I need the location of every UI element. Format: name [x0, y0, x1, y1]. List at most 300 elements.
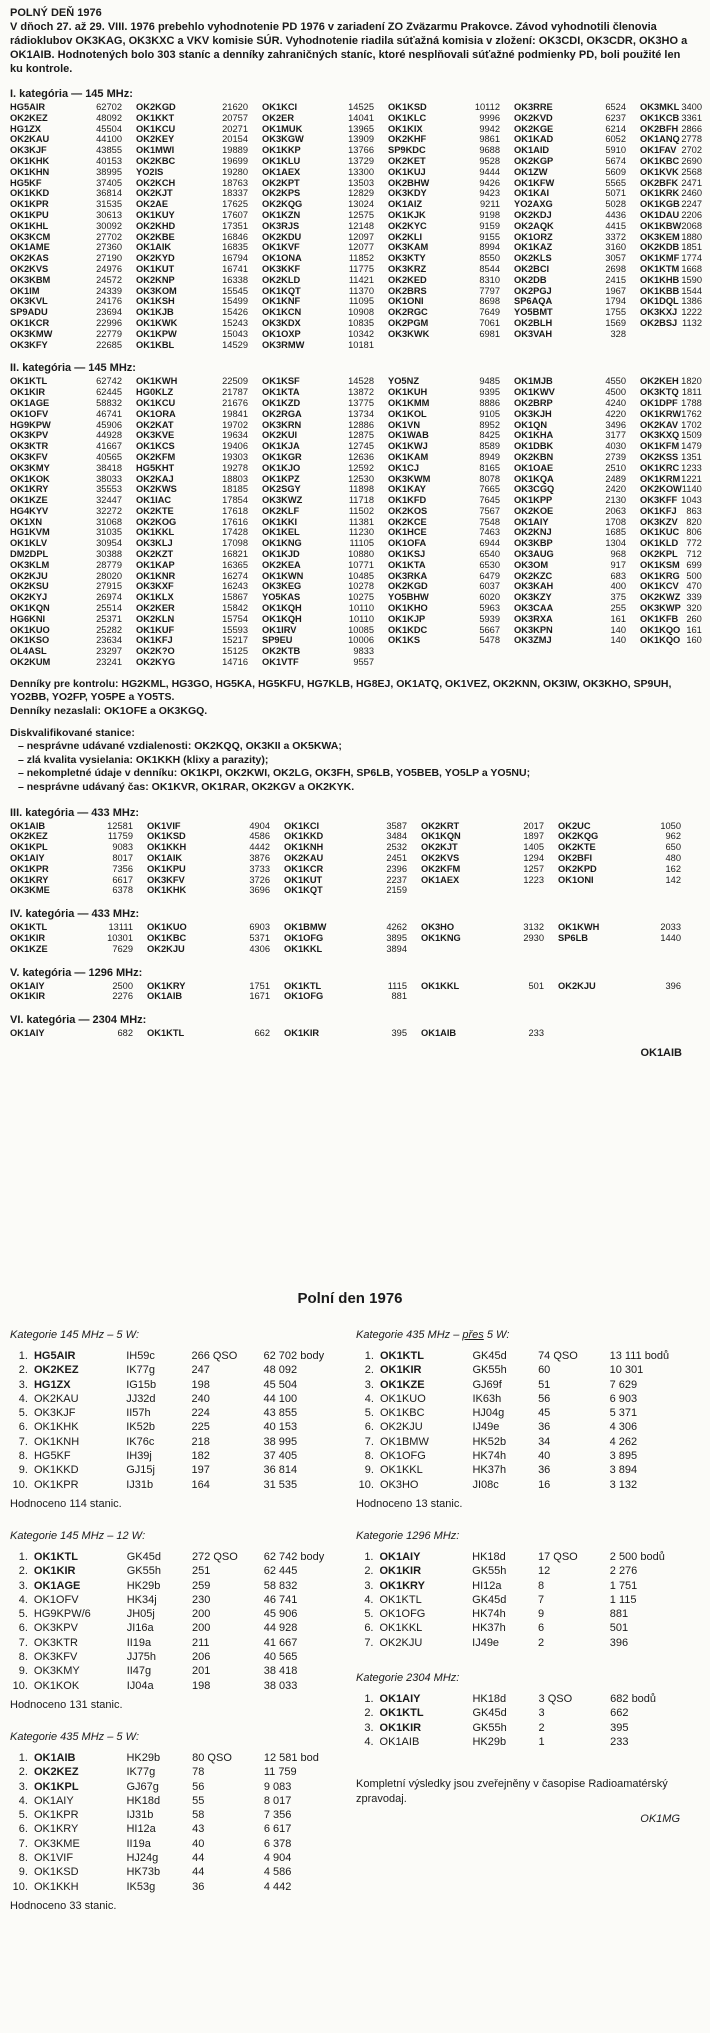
station-call: OK2BFH	[640, 123, 679, 134]
station-points	[702, 340, 710, 351]
station-entry	[262, 178, 382, 189]
station-points: 1774	[681, 253, 703, 264]
station-call: OK3MKL	[640, 102, 680, 112]
station-call: OK2KPS	[262, 188, 301, 199]
points: 9 083	[263, 1780, 292, 1793]
categories-145	[10, 88, 703, 668]
rank: 1.	[364, 1550, 374, 1563]
station-entry	[514, 275, 634, 286]
station-call: OK1KKD	[10, 188, 50, 199]
station-points: 14529	[222, 339, 248, 350]
station-call: OK1KSO	[10, 635, 50, 646]
station-points	[544, 991, 552, 1002]
station-points: 62742	[96, 376, 122, 387]
station-points: 13909	[348, 134, 374, 145]
station-points: 24572	[96, 274, 122, 285]
station-points	[702, 329, 710, 340]
station-entry	[640, 296, 710, 307]
station-call: OK1KTL	[379, 1707, 424, 1720]
station-entry	[262, 242, 382, 253]
station-points: 662	[254, 1028, 270, 1039]
station-entry	[388, 275, 508, 286]
station-call: OK1KSD	[388, 102, 427, 112]
station-call: OK1KSM	[640, 559, 680, 570]
station-points: 24339	[96, 285, 122, 296]
station-points: 15593	[222, 624, 248, 635]
station-call: OK2AQK	[514, 220, 554, 231]
station-points: 13775	[348, 397, 374, 408]
station-call: OK1KIR	[379, 1364, 422, 1377]
station-entry	[10, 821, 141, 832]
station-points: 9444	[479, 166, 500, 177]
station-call: OK3KBM	[10, 274, 51, 285]
station-points: 15426	[222, 307, 248, 318]
station-points: 3733	[249, 863, 270, 874]
station-call: OK3KCM	[10, 231, 51, 242]
station-call: OK1KQN	[10, 603, 50, 614]
qso-count: 251	[191, 1565, 211, 1578]
station-points: 4030	[605, 441, 626, 452]
locator: II19a	[126, 1837, 151, 1850]
table-row	[356, 1406, 690, 1420]
station-call: OK1KUH	[388, 387, 428, 398]
station-call: OK2KLF	[262, 505, 300, 516]
station-entry	[147, 1028, 278, 1039]
qso-count: 200	[191, 1622, 211, 1635]
station-call: OK3KFV	[33, 1651, 78, 1664]
station-points: 5478	[479, 635, 500, 646]
station-call: HG9KPW/6	[33, 1608, 91, 1621]
station-call: OK1IRV	[262, 624, 297, 635]
disq-item: – nesprávne udávaný čas: OK1KVR, OK1RAR, OK2KGV a OK2KYK.	[18, 781, 355, 793]
station-points: 4442	[249, 842, 270, 853]
station-points: 27360	[96, 242, 122, 253]
table-row	[10, 1679, 344, 1693]
station-entry	[388, 635, 508, 646]
station-points: 3876	[249, 852, 270, 863]
station-call: OK2AE	[136, 199, 169, 210]
station-points: 12077	[348, 242, 374, 253]
station-entry	[10, 657, 130, 668]
rank: 5.	[364, 1407, 374, 1420]
station-points: 2396	[386, 863, 407, 874]
station-points: 15867	[222, 592, 248, 603]
rank: 9.	[18, 1464, 28, 1477]
station-entry	[262, 592, 382, 603]
station-points: 1050	[660, 820, 681, 831]
station-entry	[640, 232, 710, 243]
station-entry	[388, 625, 508, 636]
station-call: OK2KGE	[514, 123, 554, 134]
station-points: 4262	[386, 922, 407, 933]
station-call: HG5KF	[33, 1450, 71, 1463]
rank: 5.	[364, 1608, 374, 1621]
station-points: 2130	[605, 495, 626, 506]
station-points: 683	[610, 570, 626, 581]
station-points: 45906	[96, 419, 122, 430]
station-points: 3587	[386, 820, 407, 831]
station-call: OK2KLS	[514, 253, 552, 264]
table-row	[356, 1363, 690, 1377]
qso-count: 43	[192, 1823, 205, 1836]
station-points: 30388	[96, 549, 122, 560]
station-call: OK1KJP	[388, 613, 426, 624]
station-entry	[136, 134, 256, 145]
station-call: OK1KPL	[10, 842, 48, 853]
points: 44 100	[263, 1392, 298, 1405]
station-entry	[10, 981, 141, 992]
station-call: OK1KUO	[10, 624, 50, 635]
czech-results	[10, 1290, 690, 1912]
station-entry	[10, 635, 130, 646]
station-entry	[514, 430, 634, 441]
station-points: 863	[686, 505, 702, 516]
locator: GK55h	[472, 1364, 507, 1377]
locator: IK76c	[126, 1435, 155, 1448]
station-entry	[284, 981, 415, 992]
station-entry	[388, 495, 508, 506]
station-call: OK2KUI	[262, 430, 298, 441]
station-points: 1351	[681, 451, 702, 462]
points: 36 814	[263, 1464, 298, 1477]
station-points: 23694	[96, 307, 122, 318]
station-entry	[388, 253, 508, 264]
station-call: OK1KUF	[136, 624, 175, 635]
station-entry	[514, 560, 634, 571]
qso-count: 1	[538, 1735, 545, 1748]
station-points: 12592	[348, 462, 374, 473]
station-call: OK1KS	[388, 635, 421, 646]
station-call: OK1OAE	[514, 462, 554, 473]
station-entry	[136, 221, 256, 232]
locator: HK37h	[472, 1464, 507, 1477]
station-call: OK2KER	[136, 603, 175, 614]
qso-count: 206	[191, 1651, 211, 1664]
station-entry	[136, 506, 256, 517]
qso-count: 259	[191, 1579, 211, 1592]
station-call: OK3KWZ	[262, 495, 303, 506]
station-points: 5371	[249, 932, 270, 943]
station-points: 3895	[386, 932, 407, 943]
station-points: 4240	[605, 397, 626, 408]
category-grid	[10, 1028, 690, 1039]
station-points	[681, 944, 689, 955]
category-title: VI. kategória — 2304 MHz:	[10, 1014, 147, 1027]
station-points: 12745	[348, 441, 374, 452]
locator: HK29b	[126, 1579, 161, 1592]
station-points: 5071	[605, 188, 626, 199]
station-points: 18803	[222, 473, 248, 484]
station-entry	[514, 506, 634, 517]
station-points: 470	[686, 581, 702, 592]
station-entry	[136, 232, 256, 243]
station-entry	[514, 188, 634, 199]
station-call: OK1KHA	[514, 430, 554, 441]
qso-count: 2	[538, 1721, 545, 1734]
station-points: 1223	[523, 874, 544, 885]
qso-count: 266 QSO	[191, 1350, 238, 1362]
station-points: 1794	[605, 296, 626, 307]
station-entry	[388, 307, 508, 318]
station-entry	[136, 275, 256, 286]
station-call: OK2KZT	[136, 549, 174, 560]
station-call: OK1KRM	[640, 473, 681, 484]
station-call: OK2KZC	[514, 570, 553, 581]
station-points: 3372	[605, 231, 626, 242]
station-call: OK1KAM	[388, 451, 429, 462]
locator: GK55h	[472, 1721, 507, 1734]
station-call: HG5KHT	[136, 462, 175, 473]
station-call: OK1KQH	[262, 613, 302, 624]
station-call: OK2PGM	[388, 317, 429, 328]
result-title: Kategorie 2304 MHz:	[356, 1672, 460, 1685]
station-points: 881	[391, 991, 407, 1002]
points: 1 115	[609, 1593, 637, 1606]
station-call: OL4ASL	[10, 646, 47, 657]
station-points: 36814	[96, 188, 122, 199]
rank: 3.	[18, 1378, 28, 1391]
station-entry	[10, 944, 141, 955]
station-call: OK1KQT	[284, 885, 323, 896]
station-entry	[640, 188, 710, 199]
station-points: 7629	[112, 943, 133, 954]
station-points: 2500	[112, 980, 133, 991]
station-call: OK2KHD	[136, 220, 176, 231]
locator: GK45d	[472, 1593, 507, 1606]
points: 38 033	[263, 1679, 298, 1692]
station-points: 5028	[605, 199, 626, 210]
station-call: OK2KEZ	[33, 1766, 79, 1779]
station-call: OK3KXF	[136, 581, 174, 592]
station-points: 1115	[387, 980, 407, 991]
station-entry	[147, 991, 278, 1002]
station-call: OK1WAB	[388, 430, 429, 441]
table-row	[10, 1751, 344, 1765]
station-entry	[10, 199, 130, 210]
locator: GJ69f	[472, 1378, 502, 1391]
station-entry	[514, 625, 634, 636]
station-points: 13766	[348, 145, 374, 156]
station-entry	[262, 134, 382, 145]
station-call: OK2SGY	[262, 484, 301, 495]
station-points: 7665	[479, 484, 500, 495]
station-call: OK2KCH	[136, 177, 176, 188]
table-row	[10, 1378, 344, 1392]
station-entry	[136, 145, 256, 156]
station-points: 6540	[479, 549, 500, 560]
station-entry	[136, 430, 256, 441]
station-points: 5939	[479, 613, 500, 624]
station-points: 400	[610, 581, 626, 592]
station-points: 2930	[523, 932, 544, 943]
categories-uhf	[10, 807, 690, 1039]
station-entry	[262, 527, 382, 538]
station-call: OK2KLI	[388, 231, 423, 242]
rated-count: Hodnoceno 131 stanic.	[10, 1698, 123, 1711]
station-entry	[514, 527, 634, 538]
station-points: 2489	[605, 473, 626, 484]
station-points: 8017	[112, 852, 133, 863]
station-points: 255	[610, 603, 626, 614]
station-points: 25514	[96, 603, 122, 614]
station-points: 16741	[222, 263, 248, 274]
station-points: 9485	[479, 376, 500, 387]
station-entry	[514, 484, 634, 495]
station-entry	[262, 657, 382, 668]
station-entry	[640, 221, 710, 232]
signature-ok1mg: OK1MG	[640, 1813, 680, 1826]
table-row	[356, 1721, 690, 1735]
qso-count: 36	[538, 1421, 551, 1434]
station-entry	[10, 991, 141, 1002]
points: 396	[609, 1636, 629, 1649]
station-entry	[136, 495, 256, 506]
station-call: OK1FAV	[640, 145, 677, 156]
station-entry	[514, 441, 634, 452]
station-points: 1851	[681, 242, 703, 253]
result-title: Kategorie 1296 MHz:	[356, 1529, 460, 1542]
station-points: 10771	[348, 559, 374, 570]
station-entry	[136, 387, 256, 398]
locator: HI12a	[472, 1579, 502, 1592]
rank: 8.	[18, 1651, 28, 1664]
station-call: OK1IM	[10, 285, 40, 296]
station-points: 6378	[112, 885, 133, 896]
station-call: OK1KBL	[136, 339, 175, 350]
station-entry	[421, 944, 552, 955]
station-call: OK3KBP	[514, 538, 553, 549]
station-call: OK1KTA	[262, 387, 300, 398]
station-points: 7463	[479, 527, 500, 538]
station-call: OK1KLU	[262, 155, 301, 166]
station-entry	[10, 495, 130, 506]
station-call: OK3AUG	[514, 549, 554, 560]
station-points: 12148	[348, 220, 374, 231]
station-entry	[640, 571, 710, 582]
qso-count: 198	[191, 1378, 210, 1391]
station-entry	[421, 885, 552, 896]
station-points: 18185	[222, 484, 248, 495]
station-entry	[514, 387, 634, 398]
table-row	[10, 1664, 344, 1678]
station-call: HG5AIR	[10, 102, 46, 112]
station-points: 12636	[348, 451, 374, 462]
station-entry	[10, 885, 141, 896]
qso-count: 36	[192, 1880, 205, 1893]
station-points: 501	[528, 980, 544, 991]
points: 5 371	[609, 1407, 638, 1420]
station-call: OK1KGR	[262, 451, 302, 462]
station-entry	[558, 933, 689, 944]
result-table	[10, 1349, 344, 1492]
station-call: OK2DB	[514, 274, 547, 285]
station-entry	[262, 581, 382, 592]
rank: 10.	[358, 1478, 374, 1491]
station-call: YO5KAS	[262, 592, 301, 603]
station-call: OK1KDC	[388, 624, 428, 635]
station-entry	[388, 178, 508, 189]
final-note: Kompletní výsledky jsou zveřejněny v časopise Radioamatérský zpravodaj.	[356, 1778, 668, 1806]
station-entry	[136, 199, 256, 210]
station-call: OK1KTA	[388, 559, 426, 570]
rated-count: Hodnoceno 114 stanic.	[10, 1497, 122, 1510]
report-title: POLNÝ DEŇ 1976	[10, 7, 102, 19]
station-call: OK2KNP	[136, 274, 175, 285]
station-points: 682	[117, 1028, 133, 1039]
qso-count: 44	[192, 1852, 205, 1865]
points: 3 132	[609, 1478, 638, 1491]
station-call: OK3KKF	[262, 263, 301, 274]
station-points: 30613	[96, 209, 122, 220]
station-entry	[388, 581, 508, 592]
station-points: 15545	[222, 285, 248, 296]
station-call: OK2KYD	[136, 253, 175, 264]
station-call: OK1KRC	[640, 462, 680, 473]
station-entry	[388, 506, 508, 517]
station-points: 6903	[249, 922, 270, 933]
station-entry	[147, 922, 278, 933]
station-call: OK1KBC	[147, 932, 187, 943]
station-points: 8544	[479, 263, 500, 274]
station-points: 28779	[96, 559, 122, 570]
station-entry	[388, 296, 508, 307]
station-call: OK1AGE	[10, 397, 50, 408]
results-title: Polní den 1976	[297, 1290, 403, 1307]
station-points: 11370	[348, 285, 374, 296]
station-call: OK1HCE	[388, 527, 427, 538]
report-page	[10, 6, 703, 1912]
station-entry	[10, 232, 130, 243]
station-entry	[640, 242, 710, 253]
station-entry	[388, 167, 508, 178]
station-entry	[262, 420, 382, 431]
station-call: OK2KAJ	[136, 473, 174, 484]
table-row	[10, 1865, 344, 1879]
station-entry	[514, 156, 634, 167]
station-points: 7567	[479, 505, 500, 516]
station-call: OK2KRT	[421, 820, 460, 831]
station-call: OK1KRY	[379, 1579, 425, 1592]
qso-count: 6	[537, 1622, 545, 1635]
station-points: 22996	[96, 317, 122, 328]
qso-count: 80 QSO	[192, 1751, 232, 1764]
station-call: OK1OFG	[284, 932, 324, 943]
station-call: OK1OFV	[10, 408, 49, 419]
station-call: OK1DPF	[640, 397, 678, 408]
station-points: 45504	[96, 123, 122, 134]
points: 1 751	[609, 1579, 638, 1592]
station-entry	[640, 549, 710, 560]
category-grid	[10, 922, 690, 954]
station-points: 10181	[348, 339, 374, 350]
station-points: 1440	[660, 932, 681, 943]
station-entry	[136, 657, 256, 668]
station-call: OK3KVL	[10, 296, 48, 307]
station-entry	[514, 657, 634, 668]
table-row	[10, 1780, 344, 1794]
station-entry	[262, 145, 382, 156]
station-entry	[262, 124, 382, 135]
station-points: 4500	[605, 387, 626, 398]
station-call: OK1KRK	[640, 188, 680, 199]
locator: JJ75h	[126, 1651, 157, 1664]
station-entry	[640, 474, 710, 485]
station-points: 27915	[96, 581, 122, 592]
station-entry	[136, 549, 256, 560]
points: 662	[610, 1707, 629, 1720]
station-entry	[10, 409, 130, 420]
station-call: OK1KRY	[147, 980, 186, 991]
